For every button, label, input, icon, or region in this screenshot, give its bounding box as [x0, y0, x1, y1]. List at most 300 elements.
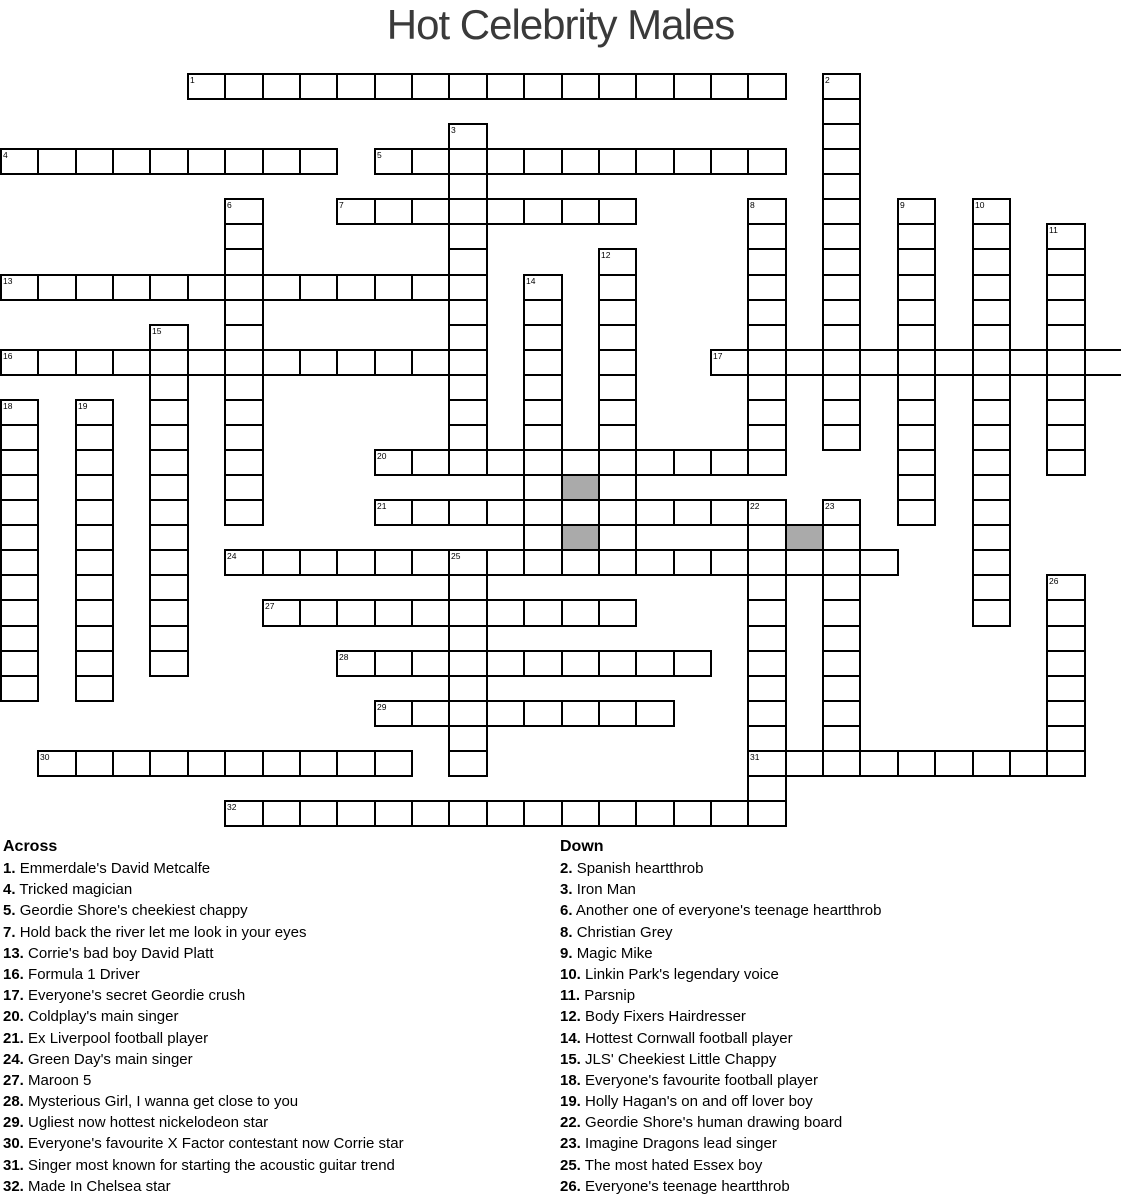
grid-cell[interactable]	[448, 148, 488, 175]
grid-cell[interactable]	[486, 549, 525, 576]
grid-cell[interactable]	[224, 223, 264, 250]
grid-cell[interactable]	[523, 73, 563, 100]
grid-cell[interactable]	[747, 324, 787, 351]
grid-cell[interactable]	[822, 374, 861, 401]
grid-cell[interactable]	[747, 349, 787, 376]
grid-cell[interactable]	[0, 650, 39, 677]
grid-cell[interactable]	[448, 574, 488, 601]
grid-cell[interactable]	[972, 474, 1011, 501]
grid-cell[interactable]	[673, 800, 712, 827]
grid-cell[interactable]	[75, 449, 114, 476]
grid-cell[interactable]	[448, 374, 488, 401]
grid-cell[interactable]	[1046, 374, 1086, 401]
grid-cell[interactable]	[747, 524, 787, 551]
grid-cell[interactable]	[673, 549, 712, 576]
grid-cell[interactable]	[411, 274, 450, 301]
grid-cell[interactable]	[822, 173, 861, 200]
grid-cell[interactable]	[1046, 725, 1086, 752]
grid-cell[interactable]	[75, 274, 114, 301]
grid-cell[interactable]	[561, 599, 600, 627]
grid-cell[interactable]	[374, 274, 413, 301]
grid-cell[interactable]	[897, 248, 936, 276]
grid-cell[interactable]	[1046, 449, 1086, 476]
grid-cell[interactable]	[75, 474, 114, 501]
grid-cell[interactable]	[486, 599, 525, 627]
grid-cell[interactable]	[75, 524, 114, 551]
grid-cell[interactable]	[598, 399, 637, 426]
grid-cell[interactable]	[0, 625, 39, 652]
grid-cell[interactable]	[897, 349, 936, 376]
grid-cell[interactable]	[972, 449, 1011, 476]
grid-cell[interactable]	[486, 650, 525, 677]
grid-cell[interactable]	[673, 73, 712, 100]
grid-cell[interactable]	[635, 650, 675, 677]
grid-cell[interactable]	[897, 499, 936, 526]
grid-cell[interactable]	[336, 750, 376, 777]
grid-cell[interactable]	[224, 424, 264, 451]
grid-cell[interactable]	[486, 800, 525, 827]
grid-cell[interactable]	[897, 223, 936, 250]
grid-cell[interactable]	[224, 148, 264, 175]
grid-cell[interactable]	[822, 599, 861, 627]
grid-cell[interactable]	[747, 274, 787, 301]
grid-cell[interactable]	[897, 274, 936, 301]
grid-cell[interactable]	[112, 274, 151, 301]
grid-cell[interactable]	[187, 274, 226, 301]
grid-cell[interactable]	[523, 524, 563, 551]
grid-cell[interactable]	[486, 449, 525, 476]
grid-cell[interactable]	[0, 599, 39, 627]
grid-cell[interactable]	[1046, 324, 1086, 351]
grid-cell[interactable]	[897, 299, 936, 326]
grid-cell[interactable]	[0, 474, 39, 501]
grid-cell[interactable]	[299, 349, 338, 376]
grid-cell[interactable]	[523, 374, 563, 401]
grid-cell[interactable]	[822, 98, 861, 125]
grid-cell[interactable]	[598, 374, 637, 401]
grid-cell[interactable]	[411, 349, 450, 376]
grid-cell[interactable]	[1046, 248, 1086, 276]
grid-cell[interactable]	[561, 499, 600, 526]
grid-cell[interactable]	[411, 73, 450, 100]
grid-cell[interactable]	[822, 349, 861, 376]
grid-cell[interactable]	[149, 399, 189, 426]
grid-cell[interactable]	[972, 499, 1011, 526]
grid-cell[interactable]	[598, 700, 637, 727]
grid-cell[interactable]	[822, 725, 861, 752]
grid-cell[interactable]	[486, 198, 525, 225]
grid-cell[interactable]	[448, 625, 488, 652]
grid-cell[interactable]	[149, 524, 189, 551]
grid-cell[interactable]	[374, 800, 413, 827]
grid-cell[interactable]	[934, 750, 974, 777]
grid-cell[interactable]	[710, 499, 749, 526]
grid-cell[interactable]	[673, 499, 712, 526]
grid-cell[interactable]	[1084, 349, 1121, 376]
grid-cell[interactable]	[972, 374, 1011, 401]
grid-cell[interactable]	[75, 599, 114, 627]
grid-cell[interactable]	[299, 73, 338, 100]
grid-cell[interactable]	[336, 349, 376, 376]
grid-cell[interactable]	[486, 499, 525, 526]
grid-cell[interactable]	[374, 599, 413, 627]
grid-cell[interactable]	[561, 198, 600, 225]
grid-cell[interactable]	[822, 675, 861, 702]
grid-cell[interactable]	[598, 650, 637, 677]
grid-cell[interactable]	[747, 248, 787, 276]
grid-cell[interactable]	[822, 424, 861, 451]
grid-cell[interactable]	[747, 725, 787, 752]
grid-cell[interactable]	[75, 675, 114, 702]
grid-cell-shaded[interactable]	[561, 524, 600, 551]
grid-cell[interactable]	[747, 424, 787, 451]
grid-cell[interactable]	[299, 148, 338, 175]
grid-cell[interactable]	[747, 399, 787, 426]
grid-cell[interactable]	[336, 800, 376, 827]
grid-cell[interactable]	[374, 750, 413, 777]
grid-cell[interactable]	[0, 449, 39, 476]
grid-cell[interactable]	[0, 424, 39, 451]
grid-cell[interactable]	[149, 349, 189, 376]
grid-cell[interactable]	[149, 549, 189, 576]
grid-cell[interactable]	[561, 700, 600, 727]
grid-cell[interactable]	[972, 599, 1011, 627]
grid-cell[interactable]	[523, 800, 563, 827]
grid-cell[interactable]	[75, 650, 114, 677]
grid-cell[interactable]	[1046, 349, 1086, 376]
grid-cell[interactable]	[523, 424, 563, 451]
grid-cell[interactable]	[561, 800, 600, 827]
grid-cell[interactable]	[785, 349, 824, 376]
grid-cell[interactable]	[411, 148, 450, 175]
grid-cell[interactable]	[448, 424, 488, 451]
grid-cell[interactable]	[336, 73, 376, 100]
grid-cell[interactable]	[0, 499, 39, 526]
grid-cell[interactable]	[710, 73, 749, 100]
grid-cell[interactable]	[710, 148, 749, 175]
grid-cell[interactable]	[822, 399, 861, 426]
grid-cell[interactable]	[972, 248, 1011, 276]
grid-cell[interactable]	[598, 424, 637, 451]
grid-cell[interactable]	[224, 374, 264, 401]
grid-cell[interactable]	[1046, 625, 1086, 652]
grid-cell[interactable]	[448, 700, 488, 727]
grid-cell[interactable]	[262, 549, 301, 576]
grid-cell[interactable]	[635, 73, 675, 100]
grid-cell[interactable]	[1046, 274, 1086, 301]
grid-cell[interactable]	[299, 750, 338, 777]
grid-cell[interactable]	[598, 299, 637, 326]
grid-cell[interactable]	[598, 474, 637, 501]
grid-cell[interactable]	[224, 449, 264, 476]
grid-cell[interactable]	[149, 148, 189, 175]
grid-cell[interactable]	[822, 324, 861, 351]
grid-cell[interactable]	[374, 650, 413, 677]
grid-cell[interactable]	[523, 650, 563, 677]
grid-cell[interactable]	[448, 349, 488, 376]
grid-cell[interactable]	[448, 324, 488, 351]
grid-cell[interactable]	[710, 549, 749, 576]
grid-cell[interactable]	[448, 725, 488, 752]
grid-cell[interactable]	[224, 750, 264, 777]
grid-cell[interactable]	[561, 549, 600, 576]
grid-cell[interactable]	[710, 449, 749, 476]
grid-cell[interactable]	[262, 73, 301, 100]
grid-cell[interactable]	[1046, 675, 1086, 702]
grid-cell[interactable]	[897, 449, 936, 476]
grid-cell[interactable]	[822, 750, 861, 777]
grid-cell[interactable]	[673, 148, 712, 175]
grid-cell[interactable]	[374, 549, 413, 576]
grid-cell[interactable]	[448, 223, 488, 250]
grid-cell[interactable]	[448, 198, 488, 225]
grid-cell[interactable]	[374, 349, 413, 376]
grid-cell[interactable]	[411, 700, 450, 727]
grid-cell[interactable]	[0, 549, 39, 576]
grid-cell[interactable]	[374, 73, 413, 100]
grid-cell[interactable]	[1046, 424, 1086, 451]
grid-cell[interactable]	[224, 274, 264, 301]
grid-cell[interactable]	[224, 73, 264, 100]
grid-cell[interactable]	[411, 449, 450, 476]
grid-cell[interactable]	[262, 148, 301, 175]
grid-cell[interactable]	[336, 274, 376, 301]
grid-cell[interactable]	[299, 599, 338, 627]
grid-cell[interactable]	[822, 299, 861, 326]
grid-cell[interactable]	[523, 599, 563, 627]
grid-cell[interactable]	[75, 574, 114, 601]
grid-cell[interactable]	[523, 700, 563, 727]
grid-cell[interactable]	[448, 650, 488, 677]
grid-cell[interactable]	[859, 349, 899, 376]
grid-cell[interactable]	[411, 599, 450, 627]
grid-cell[interactable]	[897, 374, 936, 401]
grid-cell[interactable]	[149, 274, 189, 301]
grid-cell[interactable]	[1046, 650, 1086, 677]
grid-cell[interactable]	[0, 675, 39, 702]
grid-cell[interactable]	[598, 73, 637, 100]
grid-cell[interactable]	[486, 700, 525, 727]
grid-cell[interactable]	[635, 549, 675, 576]
grid-cell[interactable]	[859, 549, 899, 576]
grid-cell[interactable]	[336, 549, 376, 576]
grid-cell[interactable]	[822, 274, 861, 301]
grid-cell[interactable]	[859, 750, 899, 777]
grid-cell[interactable]	[822, 198, 861, 225]
grid-cell[interactable]	[149, 449, 189, 476]
grid-cell-shaded[interactable]	[785, 524, 824, 551]
grid-cell[interactable]	[972, 424, 1011, 451]
grid-cell[interactable]	[374, 198, 413, 225]
grid-cell[interactable]	[486, 148, 525, 175]
grid-cell[interactable]	[411, 800, 450, 827]
grid-cell[interactable]	[747, 449, 787, 476]
grid-cell[interactable]	[747, 148, 787, 175]
grid-cell[interactable]	[822, 650, 861, 677]
grid-cell[interactable]	[448, 173, 488, 200]
grid-cell[interactable]	[262, 274, 301, 301]
grid-cell[interactable]	[523, 399, 563, 426]
grid-cell[interactable]	[598, 198, 637, 225]
grid-cell[interactable]	[1046, 299, 1086, 326]
grid-cell[interactable]	[747, 549, 787, 576]
grid-cell[interactable]	[149, 750, 189, 777]
grid-cell[interactable]	[972, 299, 1011, 326]
grid-cell[interactable]	[897, 399, 936, 426]
grid-cell[interactable]	[598, 499, 637, 526]
grid-cell[interactable]	[635, 800, 675, 827]
grid-cell[interactable]	[448, 675, 488, 702]
grid-cell[interactable]	[336, 599, 376, 627]
grid-cell[interactable]	[598, 449, 637, 476]
grid-cell[interactable]	[710, 800, 749, 827]
grid-cell[interactable]	[897, 424, 936, 451]
grid-cell[interactable]	[149, 424, 189, 451]
grid-cell[interactable]	[1009, 750, 1048, 777]
grid-cell[interactable]	[187, 148, 226, 175]
grid-cell[interactable]	[972, 349, 1011, 376]
grid-cell[interactable]	[224, 399, 264, 426]
grid-cell[interactable]	[523, 474, 563, 501]
grid-cell[interactable]	[635, 700, 675, 727]
grid-cell[interactable]	[561, 449, 600, 476]
grid-cell[interactable]	[448, 248, 488, 276]
grid-cell[interactable]	[598, 800, 637, 827]
grid-cell[interactable]	[822, 524, 861, 551]
grid-cell[interactable]	[598, 148, 637, 175]
grid-cell[interactable]	[448, 274, 488, 301]
grid-cell[interactable]	[1009, 349, 1048, 376]
grid-cell[interactable]	[822, 549, 861, 576]
grid-cell[interactable]	[37, 148, 77, 175]
grid-cell[interactable]	[523, 148, 563, 175]
grid-cell[interactable]	[822, 574, 861, 601]
grid-cell[interactable]	[747, 574, 787, 601]
grid-cell[interactable]	[822, 223, 861, 250]
grid-cell[interactable]	[598, 549, 637, 576]
grid-cell[interactable]	[224, 349, 264, 376]
grid-cell[interactable]	[1046, 750, 1086, 777]
grid-cell[interactable]	[523, 549, 563, 576]
grid-cell[interactable]	[75, 148, 114, 175]
grid-cell[interactable]	[747, 73, 787, 100]
grid-cell[interactable]	[75, 424, 114, 451]
grid-cell[interactable]	[448, 800, 488, 827]
grid-cell[interactable]	[635, 499, 675, 526]
grid-cell[interactable]	[897, 324, 936, 351]
grid-cell[interactable]	[224, 474, 264, 501]
grid-cell[interactable]	[262, 750, 301, 777]
grid-cell[interactable]	[523, 449, 563, 476]
grid-cell[interactable]	[972, 399, 1011, 426]
grid-cell[interactable]	[972, 223, 1011, 250]
grid-cell[interactable]	[822, 123, 861, 150]
grid-cell[interactable]	[486, 73, 525, 100]
grid-cell[interactable]	[1046, 399, 1086, 426]
grid-cell[interactable]	[448, 399, 488, 426]
grid-cell-shaded[interactable]	[561, 474, 600, 501]
grid-cell[interactable]	[75, 349, 114, 376]
grid-cell[interactable]	[561, 148, 600, 175]
grid-cell[interactable]	[972, 750, 1011, 777]
grid-cell[interactable]	[822, 625, 861, 652]
grid-cell[interactable]	[1046, 700, 1086, 727]
grid-cell[interactable]	[187, 349, 226, 376]
grid-cell[interactable]	[747, 700, 787, 727]
grid-cell[interactable]	[598, 274, 637, 301]
grid-cell[interactable]	[448, 73, 488, 100]
grid-cell[interactable]	[299, 800, 338, 827]
grid-cell[interactable]	[75, 750, 114, 777]
grid-cell[interactable]	[411, 650, 450, 677]
grid-cell[interactable]	[0, 524, 39, 551]
grid-cell[interactable]	[523, 499, 563, 526]
grid-cell[interactable]	[523, 324, 563, 351]
grid-cell[interactable]	[897, 750, 936, 777]
grid-cell[interactable]	[785, 750, 824, 777]
grid-cell[interactable]	[149, 474, 189, 501]
grid-cell[interactable]	[747, 374, 787, 401]
grid-cell[interactable]	[149, 374, 189, 401]
grid-cell[interactable]	[747, 299, 787, 326]
grid-cell[interactable]	[972, 549, 1011, 576]
grid-cell[interactable]	[523, 198, 563, 225]
grid-cell[interactable]	[411, 549, 450, 576]
grid-cell[interactable]	[448, 599, 488, 627]
grid-cell[interactable]	[37, 349, 77, 376]
grid-cell[interactable]	[635, 449, 675, 476]
grid-cell[interactable]	[598, 349, 637, 376]
grid-cell[interactable]	[747, 800, 787, 827]
grid-cell[interactable]	[112, 750, 151, 777]
grid-cell[interactable]	[448, 299, 488, 326]
grid-cell[interactable]	[897, 474, 936, 501]
grid-cell[interactable]	[224, 499, 264, 526]
grid-cell[interactable]	[673, 449, 712, 476]
grid-cell[interactable]	[224, 324, 264, 351]
grid-cell[interactable]	[747, 775, 787, 802]
grid-cell[interactable]	[149, 625, 189, 652]
grid-cell[interactable]	[262, 800, 301, 827]
grid-cell[interactable]	[598, 524, 637, 551]
grid-cell[interactable]	[747, 599, 787, 627]
grid-cell[interactable]	[561, 73, 600, 100]
grid-cell[interactable]	[187, 750, 226, 777]
grid-cell[interactable]	[561, 650, 600, 677]
grid-cell[interactable]	[411, 499, 450, 526]
grid-cell[interactable]	[0, 574, 39, 601]
grid-cell[interactable]	[149, 574, 189, 601]
grid-cell[interactable]	[112, 349, 151, 376]
grid-cell[interactable]	[149, 599, 189, 627]
grid-cell[interactable]	[523, 299, 563, 326]
grid-cell[interactable]	[822, 248, 861, 276]
grid-cell[interactable]	[262, 349, 301, 376]
grid-cell[interactable]	[448, 499, 488, 526]
grid-cell[interactable]	[37, 274, 77, 301]
grid-cell[interactable]	[224, 299, 264, 326]
grid-cell[interactable]	[149, 650, 189, 677]
grid-cell[interactable]	[149, 499, 189, 526]
grid-cell[interactable]	[598, 599, 637, 627]
grid-cell[interactable]	[1046, 599, 1086, 627]
grid-cell[interactable]	[448, 449, 488, 476]
grid-cell[interactable]	[747, 625, 787, 652]
grid-cell[interactable]	[411, 198, 450, 225]
grid-cell[interactable]	[448, 750, 488, 777]
grid-cell[interactable]	[972, 524, 1011, 551]
grid-cell[interactable]	[747, 675, 787, 702]
